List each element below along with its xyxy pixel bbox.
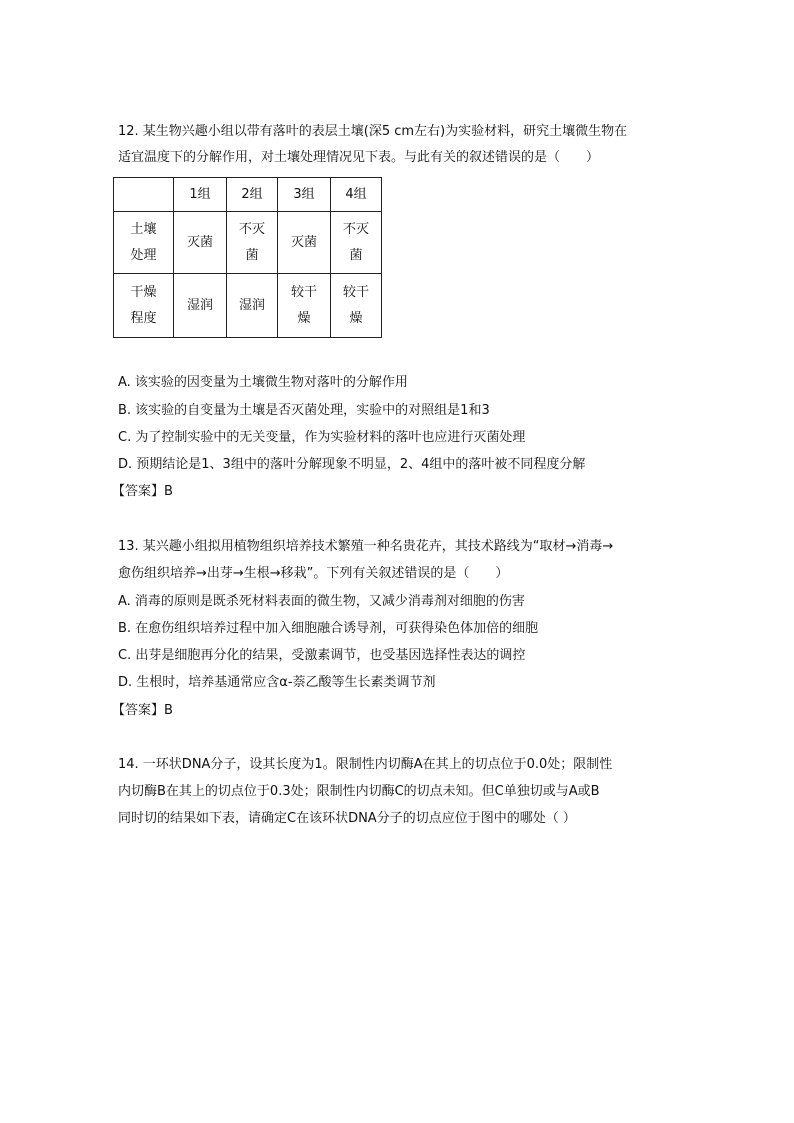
table-cell — [227, 212, 278, 274]
table-row — [114, 274, 382, 338]
q12-stem-line1: 12. 某生物兴趣小组以带有落叶的表层土壤(深5 cm左右)为实验材料，研究土壤微生物在 — [118, 124, 628, 139]
q12-option-c: C. 为了控制实验中的无关变量，作为实验材料的落叶也应进行灭菌处理 — [118, 430, 526, 445]
table-cell: 灭菌 — [174, 212, 227, 274]
table-header-cell: 4组 — [331, 178, 382, 212]
q14-stem-line2: 内切酶B在其上的切点位于0.3处；限制性内切酶C的切点未知。但C单独切或与A或B — [118, 784, 600, 799]
q14-stem-line1: 14. 一环状DNA分子，设其长度为1。限制性内切酶A在其上的切点位于0.0处；限制性 — [118, 757, 613, 772]
q13-option-d: D. 生根时，培养基通常应含α-萘乙酸等生长素类调节剂 — [118, 675, 436, 690]
q12-stem-line2: 适宜温度下的分解作用，对土壤处理情况见下表。与此有关的叙述错误的是（ ） — [118, 150, 600, 165]
table-cell — [331, 212, 382, 274]
q12-option-d: D. 预期结论是1、3组中的落叶分解现象不明显，2、4组中的落叶被不同程度分解 — [118, 457, 586, 472]
table-cell: 湿润 — [174, 274, 227, 338]
table-cell-text: 土壤处理 — [130, 221, 157, 263]
q13-stem-line1: 13. 某兴趣小组拟用植物组织培养技术繁殖一种名贵花卉，其技术路线为“取材→消毒→ — [118, 539, 614, 554]
table-header-cell — [114, 178, 174, 212]
table-cell-text: 不灭菌 — [342, 221, 369, 263]
table-cell-text: 较干燥 — [290, 284, 317, 326]
table-header-cell: 2组 — [227, 178, 278, 212]
q13-option-b: B. 在愈伤组织培养过程中加入细胞融合诱导剂，可获得染色体加倍的细胞 — [118, 621, 539, 636]
table-cell — [114, 274, 174, 338]
q13-answer: 【答案】B — [112, 703, 173, 718]
table-cell: 灭菌 — [278, 212, 331, 274]
q13-option-c: C. 出芽是细胞再分化的结果，受激素调节，也受基因选择性表达的调控 — [118, 648, 526, 663]
table-header-cell: 1组 — [174, 178, 227, 212]
q13-stem-line2: 愈伤组织培养→出芽→生根→移栽”。下列有关叙述错误的是（ ） — [118, 566, 509, 581]
q14-stem-line3: 同时切的结果如下表，请确定C在该环状DNA分子的切点应位于图中的哪处（ ） — [118, 811, 576, 826]
q12-answer: 【答案】B — [112, 484, 173, 499]
table-cell: 湿润 — [227, 274, 278, 338]
table-cell — [331, 274, 382, 338]
table-row — [114, 212, 382, 274]
table-header-row — [114, 178, 382, 212]
table-cell — [114, 212, 174, 274]
q12-table — [113, 177, 382, 338]
q12-option-a: A. 该实验的因变量为土壤微生物对落叶的分解作用 — [118, 375, 408, 390]
table-header-cell: 3组 — [278, 178, 331, 212]
q12-option-b: B. 该实验的自变量为土壤是否灭菌处理，实验中的对照组是1和3 — [118, 403, 490, 418]
table-cell-text: 不灭菌 — [238, 221, 265, 263]
table-cell — [278, 274, 331, 338]
table-cell-text: 干燥程度 — [130, 284, 157, 326]
q13-option-a: A. 消毒的原则是既杀死材料表面的微生物，又减少消毒剂对细胞的伤害 — [118, 594, 525, 609]
table-cell-text: 较干燥 — [342, 284, 369, 326]
